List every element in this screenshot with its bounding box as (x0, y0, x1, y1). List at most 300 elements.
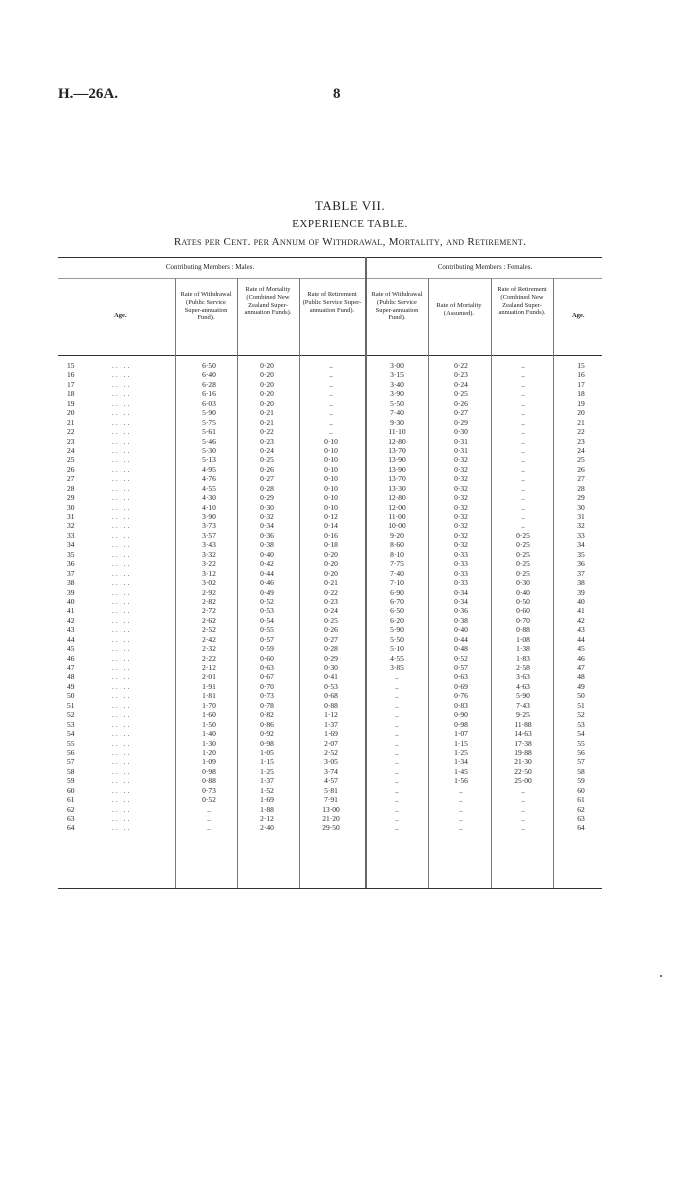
cell-female-retirement: 1·08 (516, 634, 530, 644)
group-females: Contributing Members : Females. (437, 263, 533, 271)
leader-dots: .. .. (112, 681, 132, 691)
cell-female-retirement: 0·40 (516, 587, 530, 597)
cell-female-withdrawal: 12·80 (388, 493, 406, 503)
table-row (0, 644, 700, 653)
cell-male-withdrawal: 6·16 (202, 389, 216, 399)
cell-male-mortality: 0·28 (260, 483, 274, 493)
cell-male-withdrawal: 5·75 (202, 417, 216, 427)
cell-female-retirement: .. (521, 417, 525, 427)
cell-age-right: 35 (577, 549, 585, 559)
cell-female-retirement: 21·30 (514, 757, 532, 767)
cell-male-retirement: 2·07 (324, 738, 338, 748)
cell-age: 45 (67, 644, 75, 654)
cell-male-retirement: .. (329, 408, 333, 418)
cell-male-mortality: 0·26 (260, 464, 274, 474)
cell-female-mortality: .. (459, 804, 463, 814)
table-row (0, 635, 700, 644)
cell-female-mortality: 0·52 (454, 653, 468, 663)
cell-male-retirement: 0·22 (324, 587, 338, 597)
cell-age: 24 (67, 445, 75, 455)
cell-age-right: 54 (577, 729, 585, 739)
cell-male-withdrawal: 1·30 (202, 738, 216, 748)
group-males: Contributing Members : Males. (165, 263, 255, 271)
cell-female-mortality: 0·90 (454, 710, 468, 720)
cell-female-mortality: 0·32 (454, 464, 468, 474)
cell-male-withdrawal: 3·43 (202, 540, 216, 550)
cell-male-mortality: 0·38 (260, 540, 274, 550)
cell-female-retirement: 0·60 (516, 606, 530, 616)
table-subtitle: EXPERIENCE TABLE. (292, 218, 408, 230)
cell-female-mortality: 0·48 (454, 644, 468, 654)
cell-male-mortality: 0·34 (260, 521, 274, 531)
cell-age: 52 (67, 710, 75, 720)
cell-male-withdrawal: 3·32 (202, 549, 216, 559)
leader-dots: .. .. (112, 644, 132, 654)
page-reference: H.—26A. (58, 86, 118, 102)
cell-female-retirement: .. (521, 502, 525, 512)
cell-female-retirement: 14·63 (514, 729, 532, 739)
cell-age-right: 27 (577, 474, 585, 484)
leader-dots: .. .. (112, 370, 132, 380)
cell-female-mortality: 0·44 (454, 634, 468, 644)
col-male-retirement: Rate of Retirement (Public Service Super-annuation Fund). (302, 291, 362, 314)
cell-female-retirement: 0·30 (516, 578, 530, 588)
cell-female-retirement: 0·50 (516, 596, 530, 606)
cell-male-mortality: 0·86 (260, 719, 274, 729)
cell-female-withdrawal: .. (395, 672, 399, 682)
cell-age: 15 (67, 361, 75, 370)
cell-male-mortality: 0·59 (260, 644, 274, 654)
cell-male-withdrawal: 0·52 (202, 795, 216, 805)
table-row (0, 503, 700, 512)
cell-male-withdrawal: 5·30 (202, 445, 216, 455)
cell-female-mortality: 0·32 (454, 502, 468, 512)
cell-female-withdrawal: 6·20 (390, 615, 404, 625)
cell-age: 22 (67, 427, 75, 437)
cell-male-withdrawal: 4·30 (202, 493, 216, 503)
table-row (0, 484, 700, 493)
cell-female-withdrawal: .. (395, 804, 399, 814)
cell-male-withdrawal: 4·10 (202, 502, 216, 512)
cell-male-mortality: 1·25 (260, 766, 274, 776)
cell-male-withdrawal: 6·03 (202, 398, 216, 408)
cell-age: 63 (67, 814, 75, 823)
col-male-withdrawal: Rate of Withdrawal (Public Service Super-annuation Fund). (180, 291, 232, 322)
leader-dots: .. .. (112, 464, 132, 474)
cell-age-right: 29 (577, 493, 585, 503)
cell-age: 57 (67, 757, 75, 767)
leader-dots: .. .. (112, 606, 132, 616)
cell-female-mortality: 0·33 (454, 559, 468, 569)
cell-male-withdrawal: 4·55 (202, 483, 216, 493)
cell-male-withdrawal: 3·12 (202, 568, 216, 578)
leader-dots: .. .. (112, 389, 132, 399)
cell-age: 55 (67, 738, 75, 748)
cell-age-right: 52 (577, 710, 585, 720)
cell-age-right: 59 (577, 776, 585, 786)
table-row (0, 540, 700, 549)
table-row (0, 776, 700, 785)
cell-female-withdrawal: .. (395, 814, 399, 823)
cell-female-retirement: .. (521, 814, 525, 823)
cell-age-right: 17 (577, 379, 585, 389)
cell-female-withdrawal: 13·70 (388, 474, 406, 484)
cell-male-withdrawal: 1·09 (202, 757, 216, 767)
table-row (0, 512, 700, 521)
cell-male-retirement: 7·91 (324, 795, 338, 805)
leader-dots: .. .. (112, 766, 132, 776)
table-row (0, 748, 700, 757)
cell-age-right: 47 (577, 663, 585, 672)
cell-age-right: 41 (577, 606, 585, 616)
leader-dots: .. .. (112, 596, 132, 606)
cell-female-withdrawal: .. (395, 766, 399, 776)
table-row (0, 521, 700, 530)
cell-female-withdrawal: 13·90 (388, 464, 406, 474)
cell-age-right: 55 (577, 738, 585, 748)
cell-female-mortality: 0·33 (454, 568, 468, 578)
table-row (0, 408, 700, 417)
cell-age: 41 (67, 606, 75, 616)
cell-male-mortality: 0·53 (260, 606, 274, 616)
cell-male-retirement: 0·16 (324, 530, 338, 540)
cell-male-mortality: 0·44 (260, 568, 274, 578)
cell-male-withdrawal: 6·50 (202, 361, 216, 370)
cell-age: 53 (67, 719, 75, 729)
cell-female-retirement: 0·70 (516, 615, 530, 625)
leader-dots: .. .. (112, 814, 132, 823)
cell-age-right: 15 (577, 361, 585, 370)
cell-male-mortality: 1·88 (260, 804, 274, 814)
cell-age-right: 48 (577, 672, 585, 682)
cell-age: 43 (67, 625, 75, 635)
cell-female-mortality: 0·31 (454, 445, 468, 455)
cell-female-withdrawal: 7·75 (390, 559, 404, 569)
cell-age: 61 (67, 795, 75, 805)
cell-male-mortality: 0·60 (260, 653, 274, 663)
leader-dots: .. .. (112, 795, 132, 805)
table-row (0, 663, 700, 672)
cell-female-withdrawal: .. (395, 719, 399, 729)
cell-female-mortality: 0·30 (454, 427, 468, 437)
cell-female-mortality: 1·34 (454, 757, 468, 767)
cell-male-withdrawal: 3·90 (202, 512, 216, 521)
leader-dots: .. .. (112, 483, 132, 493)
cell-female-withdrawal: 5·90 (390, 625, 404, 635)
cell-male-retirement: 0·28 (324, 644, 338, 654)
cell-female-mortality: 1·07 (454, 729, 468, 739)
cell-female-retirement: 22·50 (514, 766, 532, 776)
cell-male-withdrawal: 3·02 (202, 578, 216, 588)
cell-female-withdrawal: 11·00 (388, 512, 406, 521)
cell-female-withdrawal: .. (395, 776, 399, 786)
cell-age-right: 20 (577, 408, 585, 418)
cell-male-mortality: 0·82 (260, 710, 274, 720)
group-rule (58, 278, 602, 279)
cell-female-retirement: .. (521, 398, 525, 408)
cell-age: 28 (67, 483, 75, 493)
cell-male-retirement: 0·68 (324, 691, 338, 701)
cell-female-mortality: 0·57 (454, 663, 468, 672)
leader-dots: .. .. (112, 427, 132, 437)
cell-female-withdrawal: 8·60 (390, 540, 404, 550)
cell-female-mortality: 0·40 (454, 625, 468, 635)
leader-dots: .. .. (112, 568, 132, 578)
leader-dots: .. .. (112, 540, 132, 550)
cell-female-mortality: 0·33 (454, 549, 468, 559)
cell-age-right: 37 (577, 568, 585, 578)
leader-dots: .. .. (112, 559, 132, 569)
cell-male-mortality: 0·63 (260, 663, 274, 672)
cell-male-mortality: 0·98 (260, 738, 274, 748)
leader-dots: .. .. (112, 663, 132, 672)
cell-age-right: 43 (577, 625, 585, 635)
cell-male-withdrawal: 1·20 (202, 747, 216, 757)
cell-female-withdrawal: 9·30 (390, 417, 404, 427)
cell-female-retirement: 19·88 (514, 747, 532, 757)
cell-age: 42 (67, 615, 75, 625)
cell-male-withdrawal: 4·95 (202, 464, 216, 474)
cell-female-withdrawal: .. (395, 729, 399, 739)
cell-age-right: 49 (577, 681, 585, 691)
cell-male-retirement: 0·26 (324, 625, 338, 635)
cell-female-mortality: 0·32 (454, 530, 468, 540)
cell-female-withdrawal: 4·55 (390, 653, 404, 663)
table-row (0, 729, 700, 738)
cell-age: 36 (67, 559, 75, 569)
table-row (0, 786, 700, 795)
leader-dots: .. .. (112, 455, 132, 465)
cell-age-right: 53 (577, 719, 585, 729)
cell-age-right: 28 (577, 483, 585, 493)
cell-male-retirement: 13·00 (322, 804, 340, 814)
cell-male-mortality: 0·42 (260, 559, 274, 569)
cell-age: 38 (67, 578, 75, 588)
cell-male-withdrawal: 2·72 (202, 606, 216, 616)
cell-male-retirement: 0·10 (324, 464, 338, 474)
leader-dots: .. .. (112, 445, 132, 455)
cell-female-retirement: .. (521, 379, 525, 389)
leader-dots: .. .. (112, 710, 132, 720)
cell-female-mortality: .. (459, 785, 463, 795)
cell-female-retirement: 7·43 (516, 700, 530, 710)
cell-male-mortality: 0·30 (260, 502, 274, 512)
cell-male-mortality: 0·21 (260, 408, 274, 418)
cell-male-mortality: 0·27 (260, 474, 274, 484)
cell-female-withdrawal: 6·50 (390, 606, 404, 616)
cell-male-withdrawal: 1·60 (202, 710, 216, 720)
header-rule (58, 355, 602, 356)
cell-female-mortality: 0·25 (454, 389, 468, 399)
cell-female-mortality: 0·76 (454, 691, 468, 701)
cell-age-right: 30 (577, 502, 585, 512)
cell-male-retirement: 29·50 (322, 823, 340, 833)
cell-male-retirement: 0·53 (324, 681, 338, 691)
cell-female-withdrawal: .. (395, 738, 399, 748)
cell-male-retirement: .. (329, 379, 333, 389)
cell-male-retirement: .. (329, 361, 333, 370)
cell-male-retirement: 0·23 (324, 596, 338, 606)
cell-male-mortality: 0·20 (260, 370, 274, 380)
cell-male-retirement: 3·74 (324, 766, 338, 776)
table-row (0, 625, 700, 634)
cell-male-mortality: 0·70 (260, 681, 274, 691)
leader-dots: .. .. (112, 700, 132, 710)
cell-male-withdrawal: 0·88 (202, 776, 216, 786)
table-row (0, 550, 700, 559)
cell-female-retirement: .. (521, 521, 525, 531)
cell-age: 37 (67, 568, 75, 578)
cell-age: 56 (67, 747, 75, 757)
bottom-rule (58, 888, 602, 889)
cell-female-mortality: 0·32 (454, 483, 468, 493)
cell-male-retirement: 0·10 (324, 436, 338, 446)
cell-male-retirement: 0·20 (324, 559, 338, 569)
table-row (0, 767, 700, 776)
cell-age: 40 (67, 596, 75, 606)
cell-male-withdrawal: 1·81 (202, 691, 216, 701)
cell-female-mortality: 0·69 (454, 681, 468, 691)
cell-male-retirement: 0·41 (324, 672, 338, 682)
cell-age-right: 40 (577, 596, 585, 606)
cell-male-retirement: 0·20 (324, 549, 338, 559)
cell-female-retirement: .. (521, 370, 525, 380)
cell-female-mortality: 0·32 (454, 521, 468, 531)
leader-dots: .. .. (112, 578, 132, 588)
cell-age: 64 (67, 823, 75, 833)
cell-female-withdrawal: 13·30 (388, 483, 406, 493)
cell-male-withdrawal: 5·90 (202, 408, 216, 418)
cell-female-retirement: .. (521, 493, 525, 503)
cell-female-mortality: 1·45 (454, 766, 468, 776)
cell-male-withdrawal: 5·61 (202, 427, 216, 437)
cell-female-retirement: 2·58 (516, 663, 530, 672)
table-row (0, 757, 700, 766)
stray-mark (660, 975, 662, 977)
cell-age-right: 44 (577, 634, 585, 644)
cell-male-withdrawal: 6·40 (202, 370, 216, 380)
cell-female-retirement: .. (521, 436, 525, 446)
table-row (0, 710, 700, 719)
cell-age: 39 (67, 587, 75, 597)
cell-age-right: 25 (577, 455, 585, 465)
cell-female-mortality: 0·29 (454, 417, 468, 427)
table-row (0, 389, 700, 398)
cell-male-withdrawal: 3·73 (202, 521, 216, 531)
cell-age: 25 (67, 455, 75, 465)
cell-male-mortality: 0·40 (260, 549, 274, 559)
cell-female-withdrawal: 5·10 (390, 644, 404, 654)
table-row (0, 795, 700, 804)
cell-male-retirement: 0·10 (324, 493, 338, 503)
cell-age: 16 (67, 370, 75, 380)
cell-female-withdrawal: 7·10 (390, 578, 404, 588)
cell-female-mortality: 0·63 (454, 672, 468, 682)
table-row (0, 606, 700, 615)
cell-female-withdrawal: .. (395, 785, 399, 795)
table-row (0, 465, 700, 474)
cell-male-withdrawal: 1·40 (202, 729, 216, 739)
table-row (0, 654, 700, 663)
cell-male-withdrawal: 1·70 (202, 700, 216, 710)
cell-male-mortality: 1·52 (260, 785, 274, 795)
cell-age: 26 (67, 464, 75, 474)
cell-age: 46 (67, 653, 75, 663)
cell-male-withdrawal: 2·32 (202, 644, 216, 654)
cell-male-retirement: 0·10 (324, 455, 338, 465)
cell-age-right: 46 (577, 653, 585, 663)
cell-male-retirement: 0·10 (324, 445, 338, 455)
cell-female-mortality: .. (459, 814, 463, 823)
cell-female-withdrawal: .. (395, 681, 399, 691)
table-row (0, 701, 700, 710)
cell-male-withdrawal: 2·12 (202, 663, 216, 672)
cell-male-retirement: 3·05 (324, 757, 338, 767)
cell-female-mortality: 0·33 (454, 578, 468, 588)
cell-female-mortality: 0·32 (454, 540, 468, 550)
cell-age: 60 (67, 785, 75, 795)
col-female-withdrawal: Rate of Withdrawal (Public Service Super-annuation Fund). (371, 291, 423, 322)
cell-female-mortality: 0·26 (454, 398, 468, 408)
cell-age: 48 (67, 672, 75, 682)
col-age: Age. (114, 312, 127, 319)
cell-male-withdrawal: 2·62 (202, 615, 216, 625)
cell-male-mortality: 0·54 (260, 615, 274, 625)
cell-female-retirement: 5·90 (516, 691, 530, 701)
cell-female-mortality: 0·32 (454, 512, 468, 521)
cell-male-withdrawal: 0·98 (202, 766, 216, 776)
cell-age: 49 (67, 681, 75, 691)
cell-male-mortality: 1·15 (260, 757, 274, 767)
cell-female-mortality: 0·34 (454, 596, 468, 606)
table-body (0, 361, 700, 833)
leader-dots: .. .. (112, 530, 132, 540)
cell-male-withdrawal: 6·28 (202, 379, 216, 389)
cell-female-withdrawal: 3·00 (390, 361, 404, 370)
cell-female-withdrawal: 5·50 (390, 398, 404, 408)
cell-age: 44 (67, 634, 75, 644)
cell-age: 54 (67, 729, 75, 739)
cell-female-retirement: 0·25 (516, 530, 530, 540)
table-row (0, 493, 700, 502)
leader-dots: .. .. (112, 738, 132, 748)
cell-female-retirement: .. (521, 795, 525, 805)
table-row (0, 682, 700, 691)
cell-female-mortality: 0·98 (454, 719, 468, 729)
leader-dots: .. .. (112, 512, 132, 521)
cell-female-mortality: 0·23 (454, 370, 468, 380)
cell-male-retirement: 4·57 (324, 776, 338, 786)
cell-age-right: 26 (577, 464, 585, 474)
table-row (0, 616, 700, 625)
cell-female-withdrawal: 7·40 (390, 568, 404, 578)
cell-age: 33 (67, 530, 75, 540)
cell-male-withdrawal: .. (207, 814, 211, 823)
cell-male-withdrawal: 1·50 (202, 719, 216, 729)
cell-age-right: 57 (577, 757, 585, 767)
table-row (0, 588, 700, 597)
cell-age: 51 (67, 700, 75, 710)
cell-female-withdrawal: 3·85 (390, 663, 404, 672)
cell-male-retirement: 1·69 (324, 729, 338, 739)
cell-age-right: 58 (577, 766, 585, 776)
leader-dots: .. .. (112, 436, 132, 446)
cell-female-mortality: 0·32 (454, 493, 468, 503)
cell-male-retirement: .. (329, 370, 333, 380)
cell-female-mortality: 0·27 (454, 408, 468, 418)
cell-male-retirement: 0·25 (324, 615, 338, 625)
cell-male-withdrawal: .. (207, 823, 211, 833)
